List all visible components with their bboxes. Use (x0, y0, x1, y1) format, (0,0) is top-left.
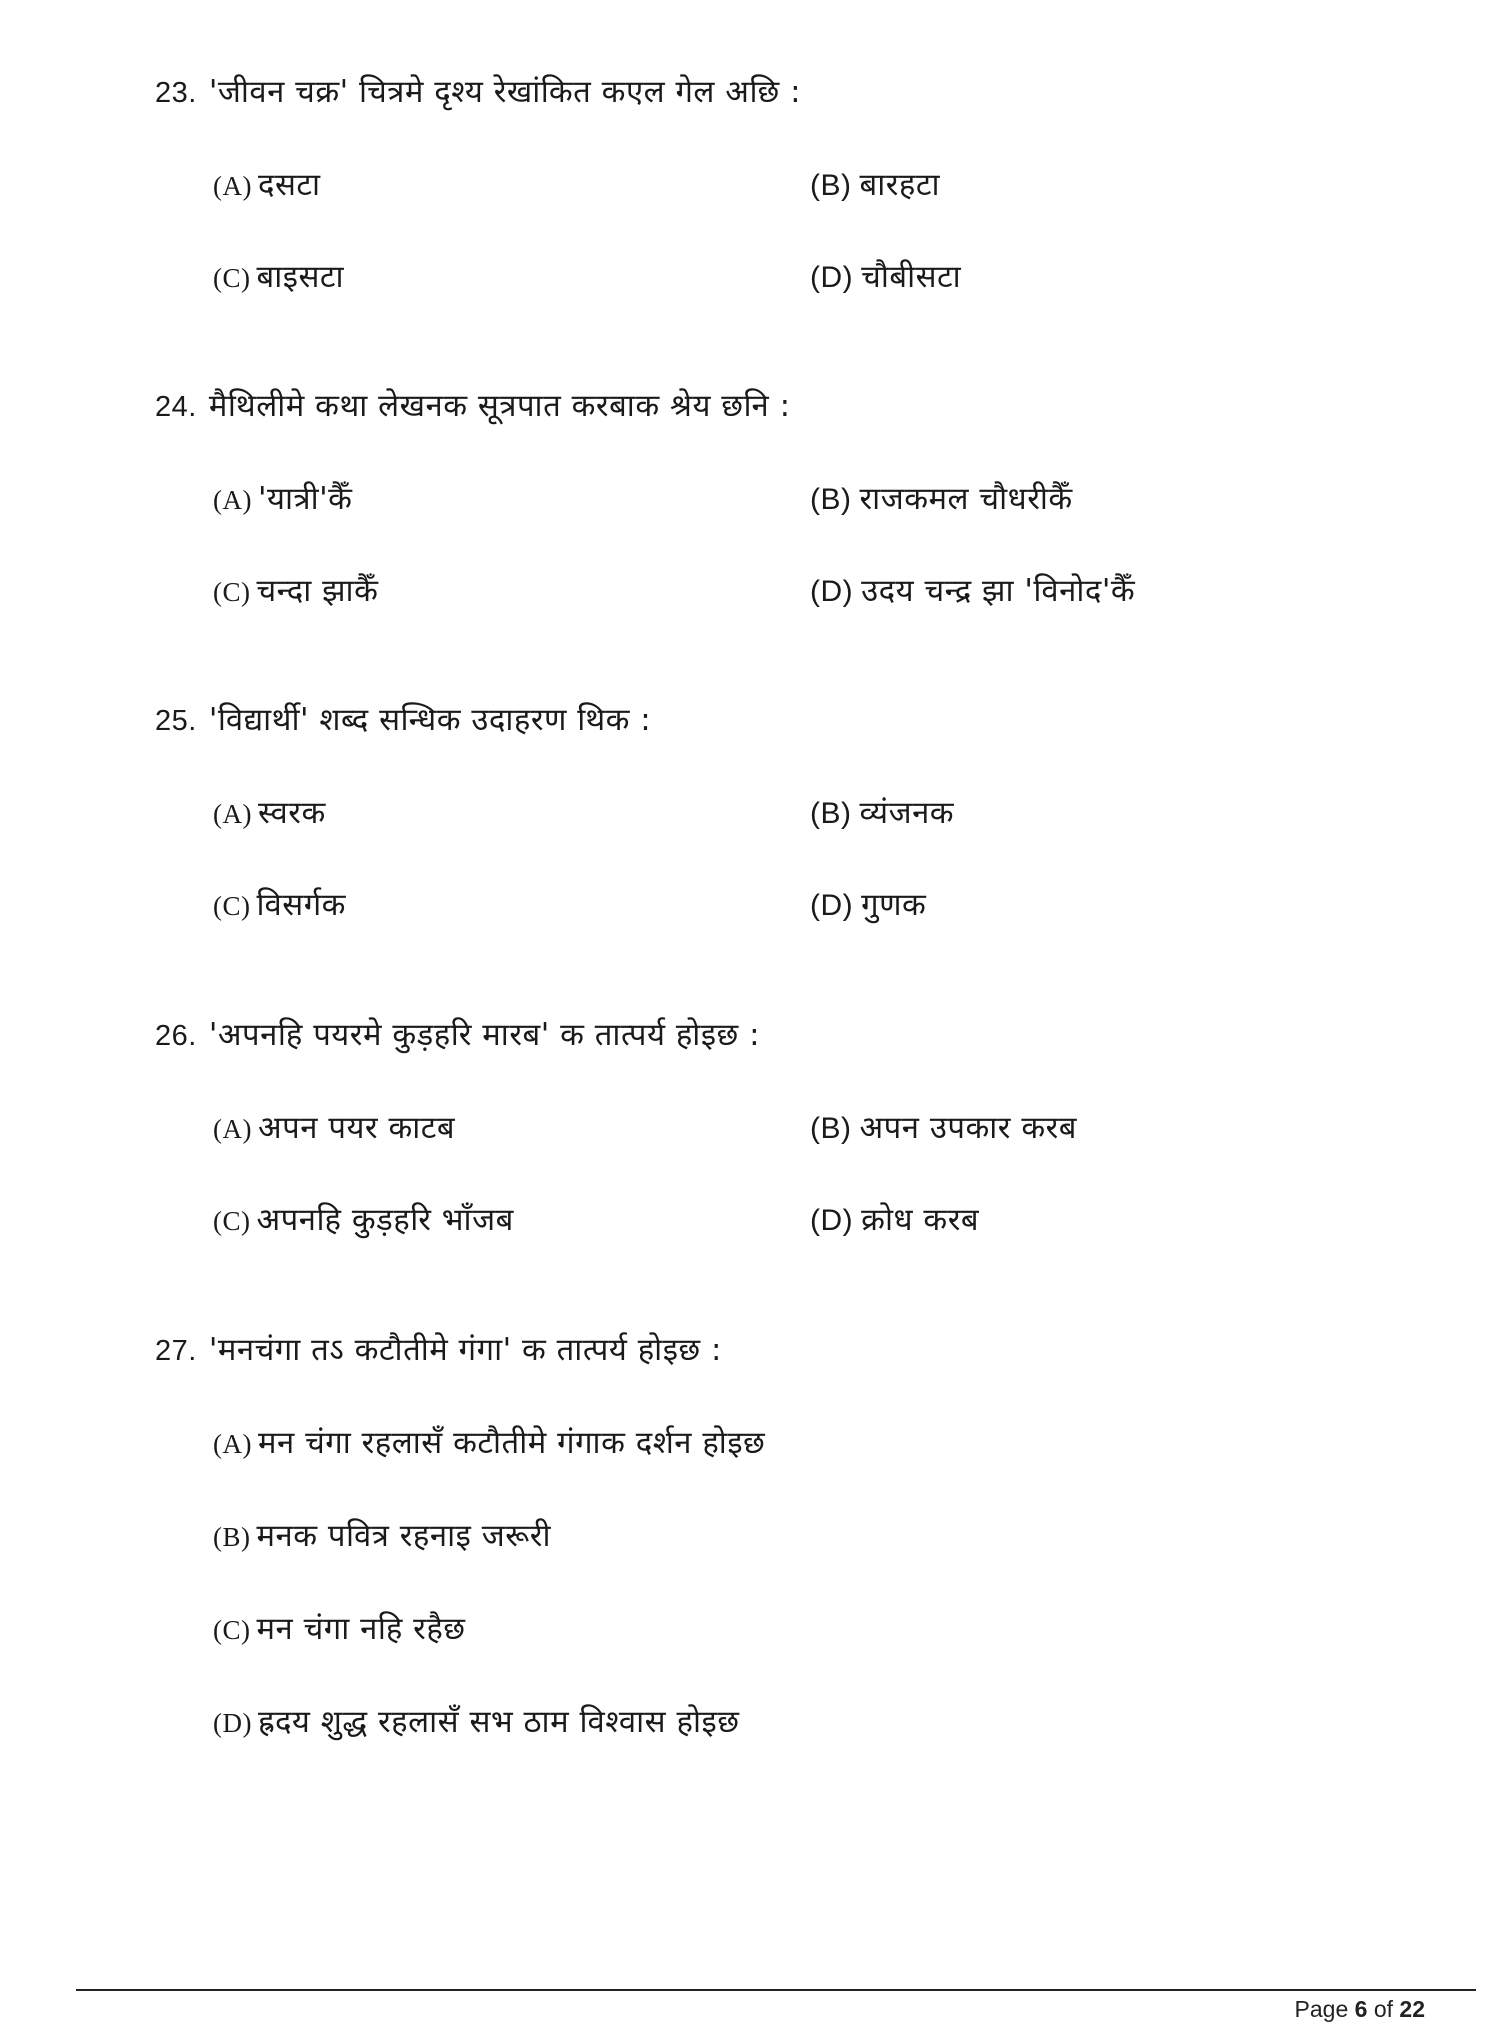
option-text: स्वरक (257, 795, 326, 831)
question-25 (155, 698, 1405, 927)
option-c[interactable] (213, 883, 346, 928)
option-b[interactable] (810, 477, 1073, 522)
question-text: मैथिलीमे कथा लेखनक सूत्रपात करबाक श्रेय छनि : (208, 388, 791, 424)
option-c[interactable] (213, 1607, 1405, 1652)
option-label: (C) (213, 891, 251, 921)
option-label: (B) (810, 169, 852, 202)
option-label: (D) (810, 1204, 854, 1237)
options-row (155, 255, 1405, 299)
page-prefix: Page (1294, 1996, 1355, 2022)
option-text: 'यात्री'कैँ (257, 481, 353, 517)
option-text: मन चंगा नहि रहैछ (256, 1611, 466, 1647)
option-text: अपन उपकार करब (859, 1110, 1078, 1146)
question-26 (155, 1013, 1405, 1242)
question-number: 24. (155, 391, 197, 423)
option-text: क्रोध करब (861, 1202, 980, 1238)
options-row (155, 569, 1405, 613)
option-label: (B) (810, 483, 852, 516)
option-d[interactable] (810, 883, 926, 928)
question-27 (155, 1328, 1405, 1745)
option-label: (C) (213, 1615, 251, 1645)
option-a[interactable] (213, 163, 321, 208)
option-label: (A) (213, 1114, 252, 1144)
option-b[interactable] (810, 791, 954, 836)
option-label: (A) (213, 799, 252, 829)
option-b[interactable] (810, 163, 940, 208)
option-text: अपन पयर काटब (257, 1110, 456, 1146)
question-text: 'विद्यार्थी' शब्द सन्धिक उदाहरण थिक : (208, 702, 652, 738)
option-text: ह्रदय शुद्ध रहलासँ सभ ठाम विश्वास होइछ (257, 1704, 740, 1740)
option-a[interactable] (213, 1421, 1405, 1466)
option-label: (D) (810, 261, 854, 294)
option-d[interactable] (810, 1198, 979, 1243)
option-c[interactable] (213, 255, 344, 300)
page-of: of (1367, 1996, 1400, 2022)
option-d[interactable] (810, 569, 1135, 614)
options-row (155, 791, 1405, 835)
option-text: बाइसटा (256, 259, 345, 295)
option-text: अपनहि कुड़हरि भाँजब (256, 1202, 514, 1238)
option-text: चन्दा झाकैँ (256, 573, 379, 609)
question-stem (155, 384, 1405, 429)
question-number: 23. (155, 77, 197, 109)
option-label: (C) (213, 263, 251, 293)
options-row (155, 883, 1405, 927)
option-text: चौबीसटा (861, 259, 962, 295)
option-a[interactable] (213, 1106, 455, 1151)
option-label: (B) (810, 1112, 852, 1145)
option-label: (A) (213, 485, 252, 515)
option-label: (A) (213, 1429, 252, 1459)
option-text: दसटा (257, 167, 321, 203)
question-number: 27. (155, 1335, 197, 1367)
question-24 (155, 384, 1405, 613)
question-stem (155, 1328, 1405, 1373)
options-row (155, 1198, 1405, 1242)
option-label: (B) (810, 797, 852, 830)
footer-divider (76, 1989, 1476, 1991)
page-indicator (1295, 1996, 1425, 2023)
option-text: व्यंजनक (859, 795, 955, 831)
options-row (155, 477, 1405, 521)
question-text: 'जीवन चक्र' चित्रमे दृश्य रेखांकित कएल गेल अछि : (208, 74, 802, 110)
option-a[interactable] (213, 791, 326, 836)
page-number: 6 (1354, 1996, 1368, 2022)
option-label: (B) (213, 1522, 251, 1552)
option-d[interactable] (213, 1700, 1405, 1745)
option-text: उदय चन्द्र झा 'विनोद'कैँ (861, 573, 1136, 609)
option-c[interactable] (213, 1198, 514, 1243)
option-text: मन चंगा रहलासँ कटौतीमे गंगाक दर्शन होइछ (257, 1425, 766, 1461)
question-text: 'मनचंगा तऽ कटौतीमे गंगा' क तात्पर्य होइछ : (208, 1332, 722, 1368)
option-b[interactable] (810, 1106, 1077, 1151)
question-text: 'अपनहि पयरमे कुड़हरि मारब' क तात्पर्य होइछ : (208, 1017, 761, 1053)
option-b[interactable] (213, 1514, 1405, 1559)
option-a[interactable] (213, 477, 353, 522)
option-c[interactable] (213, 569, 378, 614)
option-label: (A) (213, 171, 252, 201)
options-list (213, 1421, 1405, 1745)
option-text: गुणक (861, 887, 927, 923)
question-number: 26. (155, 1020, 197, 1052)
option-label: (C) (213, 1206, 251, 1236)
option-text: राजकमल चौधरीकैँ (859, 481, 1073, 517)
question-stem (155, 70, 1405, 115)
option-label: (D) (810, 889, 854, 922)
option-d[interactable] (810, 255, 961, 300)
page-total: 22 (1399, 1996, 1425, 2022)
option-text: बारहटा (859, 167, 941, 203)
option-label: (C) (213, 577, 251, 607)
question-stem (155, 1013, 1405, 1058)
question-23 (155, 70, 1405, 299)
options-row (155, 163, 1405, 207)
options-row (155, 1106, 1405, 1150)
option-label: (D) (213, 1708, 252, 1738)
option-text: विसर्गक (256, 887, 346, 923)
option-text: मनक पवित्र रहनाइ जरूरी (256, 1518, 551, 1554)
question-stem (155, 698, 1405, 743)
question-number: 25. (155, 705, 197, 737)
option-label: (D) (810, 575, 854, 608)
